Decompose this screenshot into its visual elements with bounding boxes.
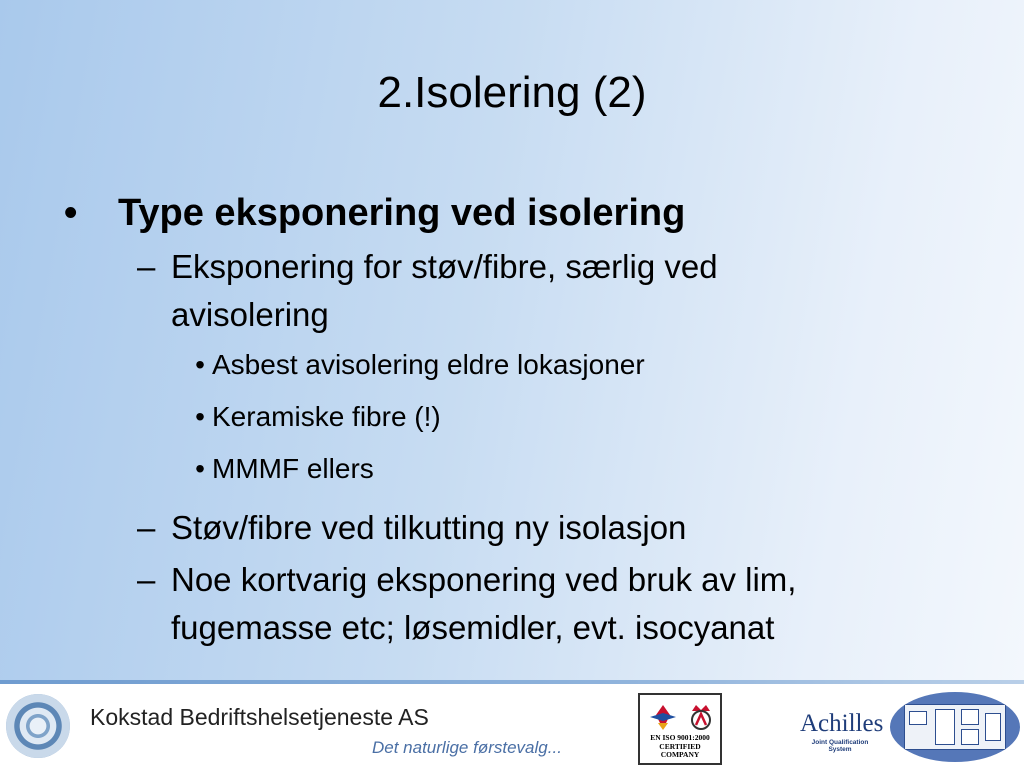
sub-sub-item [188, 347, 960, 383]
sub-bullet-3-text: Noe kortvarig eksponering ved bruk av lim, fugemasse etc; løsemidler, evt. isocyanat [171, 560, 797, 646]
sub-sub-item-text: MMMF ellers [212, 453, 374, 485]
footer-divider [0, 680, 1024, 684]
iso-certificate-badge [638, 693, 722, 765]
dot-marker: • [195, 401, 205, 433]
dash-marker: – [137, 560, 156, 598]
certificate-text [640, 734, 720, 760]
sub-sub-item [188, 451, 960, 487]
bullet-heading: Type eksponering ved isolering [118, 192, 686, 234]
diagram-box [985, 713, 1001, 741]
dot-marker: • [195, 348, 205, 380]
achilles-logo [800, 694, 884, 764]
dash-marker: – [137, 508, 156, 546]
bullet-level1 [60, 192, 960, 235]
slide-title: 2.Isolering (2) [377, 68, 647, 117]
sub-bullet-1 [137, 243, 857, 339]
certificate-text-line1: EN ISO 9001:2000 [650, 733, 710, 743]
sub-sub-item-text: Keramiske fibre (!) [212, 401, 441, 433]
diagram-box [909, 711, 927, 725]
sub-bullet-2-text: Støv/fibre ved tilkutting ny isolasjon [171, 508, 687, 546]
company-name: Kokstad Bedriftshelsetjeneste AS [90, 704, 429, 730]
diagram-box [961, 729, 979, 745]
process-diagram-panel [904, 704, 1006, 750]
company-logo-icon [6, 694, 70, 758]
sub-sub-list [60, 347, 960, 488]
sub-bullet-3 [137, 556, 857, 652]
dash-marker: – [137, 248, 156, 285]
sub-sub-item-text: Asbest avisolering eldre lokasjoner [212, 348, 645, 380]
sub-bullet-1-text: Eksponering for støv/fibre, særlig ved avisolering [171, 248, 718, 333]
crown-seal-icon [686, 701, 716, 731]
certification-mark-icon [648, 703, 678, 731]
company-tagline: Det naturlige førstevalg... [372, 738, 562, 757]
sub-sub-item [188, 399, 960, 435]
certificate-text-line2: CERTIFIED COMPANY [659, 741, 701, 760]
achilles-logo-text: Achilles [800, 710, 884, 737]
achilles-subtitle: Joint Qualification System [811, 739, 869, 753]
dot-marker: • [195, 453, 205, 485]
sub-bullet-2 [137, 504, 857, 552]
slide-content [60, 192, 960, 655]
bullet-marker: • [64, 192, 78, 234]
process-diagram-logo-icon [890, 692, 1020, 762]
diagram-box [961, 709, 979, 725]
diagram-box [935, 709, 955, 745]
